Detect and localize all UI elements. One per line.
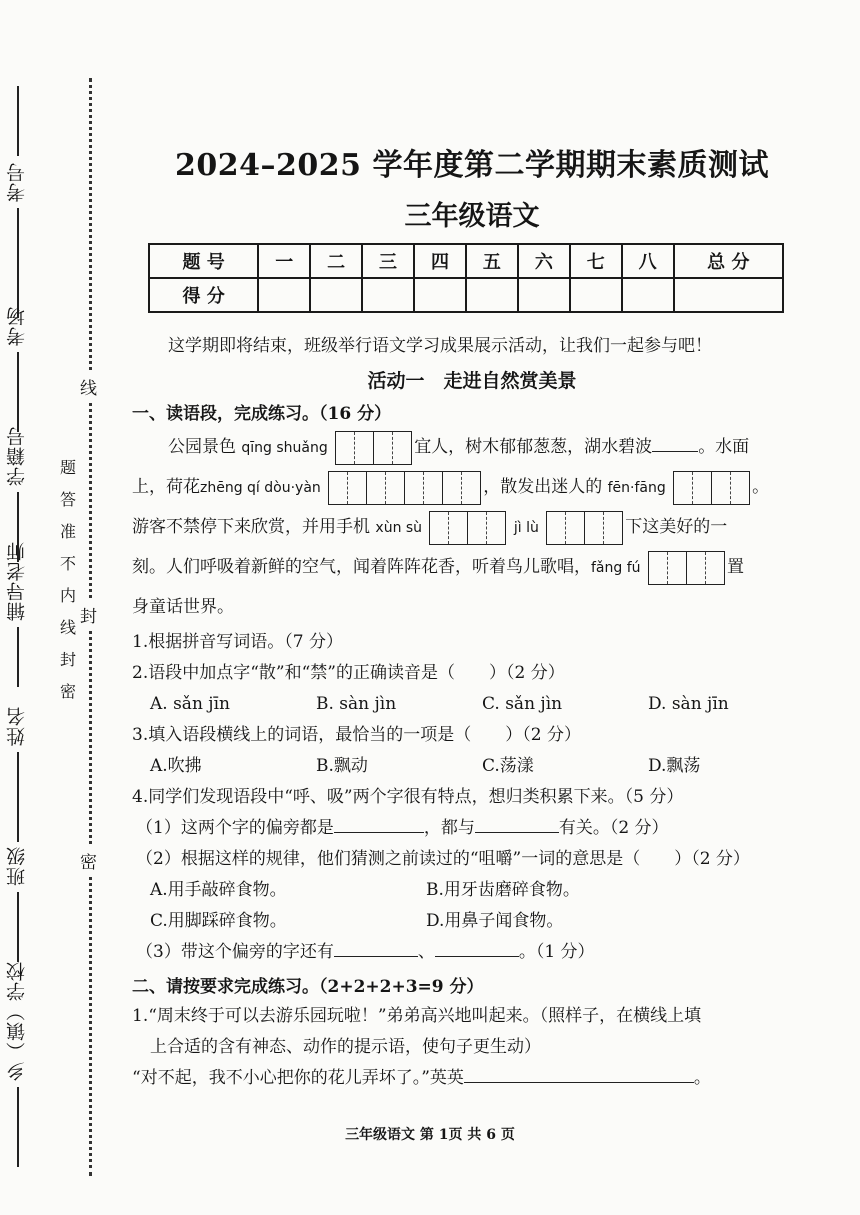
binding-label: 学籍号: [6, 426, 28, 486]
answer-blank[interactable]: [334, 956, 418, 957]
cut-mark: 封: [80, 600, 97, 629]
binding-note: [60, 452, 76, 708]
score-cell: 三: [362, 244, 414, 278]
binding-label: 班级: [6, 846, 28, 886]
question: 3.填入语段横线上的词语，最恰当的一项是（ ）（2 分）: [132, 725, 581, 745]
score-cell: 七: [570, 244, 622, 278]
question: [132, 1063, 812, 1094]
exam-page: [132, 130, 812, 1094]
options: [132, 689, 812, 720]
passage-text: 游客不禁停下来欣赏，并用手机: [132, 517, 370, 537]
pinyin: fēn·fāng: [607, 480, 666, 496]
writing-box[interactable]: [673, 471, 750, 505]
binding-note-char: 封: [60, 650, 77, 669]
question-text: 。: [693, 1068, 711, 1088]
passage-text: 公园景色: [168, 437, 236, 457]
score-cell: 五: [466, 244, 518, 278]
binding-note-char: 答: [60, 490, 77, 509]
score-input-cell[interactable]: [310, 278, 362, 312]
binding-label: 考号: [6, 162, 28, 202]
binding-label: 考场: [6, 306, 28, 346]
cut-mark: 线: [80, 372, 97, 401]
option[interactable]: D.飘荡: [648, 756, 701, 776]
question: 4.同学们发现语段中“呼、吸”两个字很有特点，想归类积累下来。（5 分）: [132, 787, 684, 807]
section-heading: 一、读语段，完成练习。（16 分）: [132, 404, 392, 424]
option[interactable]: C.荡漾: [482, 756, 534, 776]
score-input-cell[interactable]: [258, 278, 310, 312]
binding-field-exam-number: [8, 86, 27, 318]
writing-box[interactable]: [429, 511, 506, 545]
pinyin: jì lù: [513, 520, 539, 536]
question-text: 有关。（2 分）: [558, 818, 669, 838]
passage-text: 。水面: [698, 437, 750, 457]
answer-blank[interactable]: [435, 956, 519, 957]
score-row-label: 得 分: [149, 278, 258, 312]
score-input-cell[interactable]: [518, 278, 570, 312]
pinyin: fǎng fú: [591, 560, 641, 576]
exam-subtitle: 三年级语文: [404, 201, 540, 232]
score-cell: 六: [518, 244, 570, 278]
writing-box[interactable]: [335, 431, 412, 465]
score-cell: 总 分: [674, 244, 783, 278]
question-text: （1）这两个字的偏旁都是: [136, 818, 334, 838]
score-input-cell[interactable]: [362, 278, 414, 312]
binding-note-char: 内: [60, 586, 77, 605]
score-input-cell[interactable]: [466, 278, 518, 312]
question: 2.语段中加点字“散”和“禁”的正确读音是（ ）（2 分）: [132, 663, 565, 683]
question: 1.“周末终于可以去游乐园玩啦！”弟弟高兴地叫起来。（照样子，在横线上填: [132, 1006, 702, 1026]
writing-box[interactable]: [328, 471, 481, 505]
passage-text: 刻。人们呼吸着新鲜的空气，闻着阵阵花香，听着鸟儿歌唱，: [132, 557, 591, 577]
score-table: [148, 243, 784, 313]
option[interactable]: B.飘动: [316, 756, 368, 776]
score-input-cell[interactable]: [674, 278, 783, 312]
passage-text: 上，荷花: [132, 477, 200, 497]
option[interactable]: A.吹拂: [150, 756, 202, 776]
question-text: 。（1 分）: [518, 942, 595, 962]
question: 1.根据拼音写词语。（7 分）: [132, 632, 343, 652]
question-text: 、: [417, 942, 435, 962]
question: 上合适的含有神态、动作的提示语，使句子更生动）: [150, 1037, 541, 1057]
question-text: ，都与: [423, 818, 475, 838]
score-cell: 二: [310, 244, 362, 278]
passage-text: 。: [752, 477, 770, 497]
binding-strip: [0, 0, 110, 1215]
activity-heading: 活动一 走进自然赏美景: [367, 370, 577, 392]
writing-box[interactable]: [546, 511, 623, 545]
binding-note-char: 不: [60, 554, 77, 573]
pinyin: qīng shuǎng: [241, 440, 328, 456]
option[interactable]: A. sǎn jīn: [150, 694, 230, 714]
question-text: （3）带这个偏旁的字还有: [136, 942, 334, 962]
option[interactable]: B.用牙齿磨碎食物。: [426, 880, 580, 900]
binding-field-class: [8, 840, 27, 962]
intro-text: 这学期即将结束，班级举行语文学习成果展示活动，让我们一起参与吧！: [168, 336, 712, 356]
section-heading: 二、请按要求完成练习。（2+2+2+3=9 分）: [132, 977, 484, 997]
question-text: “对不起，我不小心把你的花儿弄坏了。”英英: [132, 1068, 464, 1088]
binding-field-exam-room: [8, 300, 27, 432]
binding-label: 姓名: [6, 706, 28, 746]
answer-blank[interactable]: [464, 1082, 694, 1083]
binding-note-char: 题: [60, 458, 77, 477]
binding-field-tutor: [8, 535, 27, 687]
sub-question: [132, 937, 812, 968]
binding-field-name: [8, 700, 27, 842]
answer-blank[interactable]: [475, 832, 559, 833]
binding-note-char: 线: [60, 618, 77, 637]
binding-note-char: 准: [60, 522, 77, 541]
exam-title: 2024–2025 学年度第二学期期末素质测试: [175, 148, 769, 183]
passage-text: ，散发出迷人的: [483, 477, 603, 497]
answer-blank[interactable]: [334, 832, 424, 833]
score-cell: 四: [414, 244, 466, 278]
sub-question: （2）根据这样的规律，他们猜测之前读过的“咀嚼”一词的意思是（ ）（2 分）: [136, 849, 750, 869]
passage-text: 下这美好的一: [625, 517, 728, 537]
option[interactable]: A.用手敲碎食物。: [150, 880, 287, 900]
passage-text: 身童话世界。: [132, 597, 234, 617]
options: [132, 875, 812, 906]
passage-text: 宜人，树木郁郁葱葱，湖水碧波: [414, 437, 653, 457]
options: [132, 751, 812, 782]
score-input-cell[interactable]: [622, 278, 674, 312]
option[interactable]: D. sàn jīn: [648, 694, 729, 714]
option[interactable]: B. sàn jìn: [316, 694, 397, 714]
pinyin: zhēng qí dòu·yàn: [200, 480, 321, 496]
answer-blank[interactable]: [652, 451, 698, 452]
score-input-cell[interactable]: [570, 278, 622, 312]
score-cell: 题 号: [149, 244, 258, 278]
option[interactable]: C. sǎn jìn: [482, 694, 563, 714]
passage-text: 置: [726, 557, 744, 577]
score-cell: 一: [258, 244, 310, 278]
binding-label: 乡（镇）学校: [6, 961, 28, 1081]
writing-box[interactable]: [648, 551, 725, 585]
option[interactable]: D.用鼻子闻食物。: [426, 911, 564, 931]
score-cell: 八: [622, 244, 674, 278]
options: [132, 906, 812, 937]
pinyin: xùn sù: [375, 520, 423, 536]
page-footer: 三年级语文 第 1页 共 6 页: [345, 1127, 515, 1143]
score-input-cell[interactable]: [414, 278, 466, 312]
score-table-score-row: [149, 278, 783, 312]
option[interactable]: C.用脚踩碎食物。: [150, 911, 287, 931]
score-table-header-row: [149, 244, 783, 278]
cut-mark: 密: [80, 846, 97, 875]
reading-passage: [132, 428, 812, 627]
sub-question: [132, 813, 812, 844]
binding-note-char: 密: [60, 682, 77, 701]
binding-label: 辅导老师: [6, 541, 28, 621]
